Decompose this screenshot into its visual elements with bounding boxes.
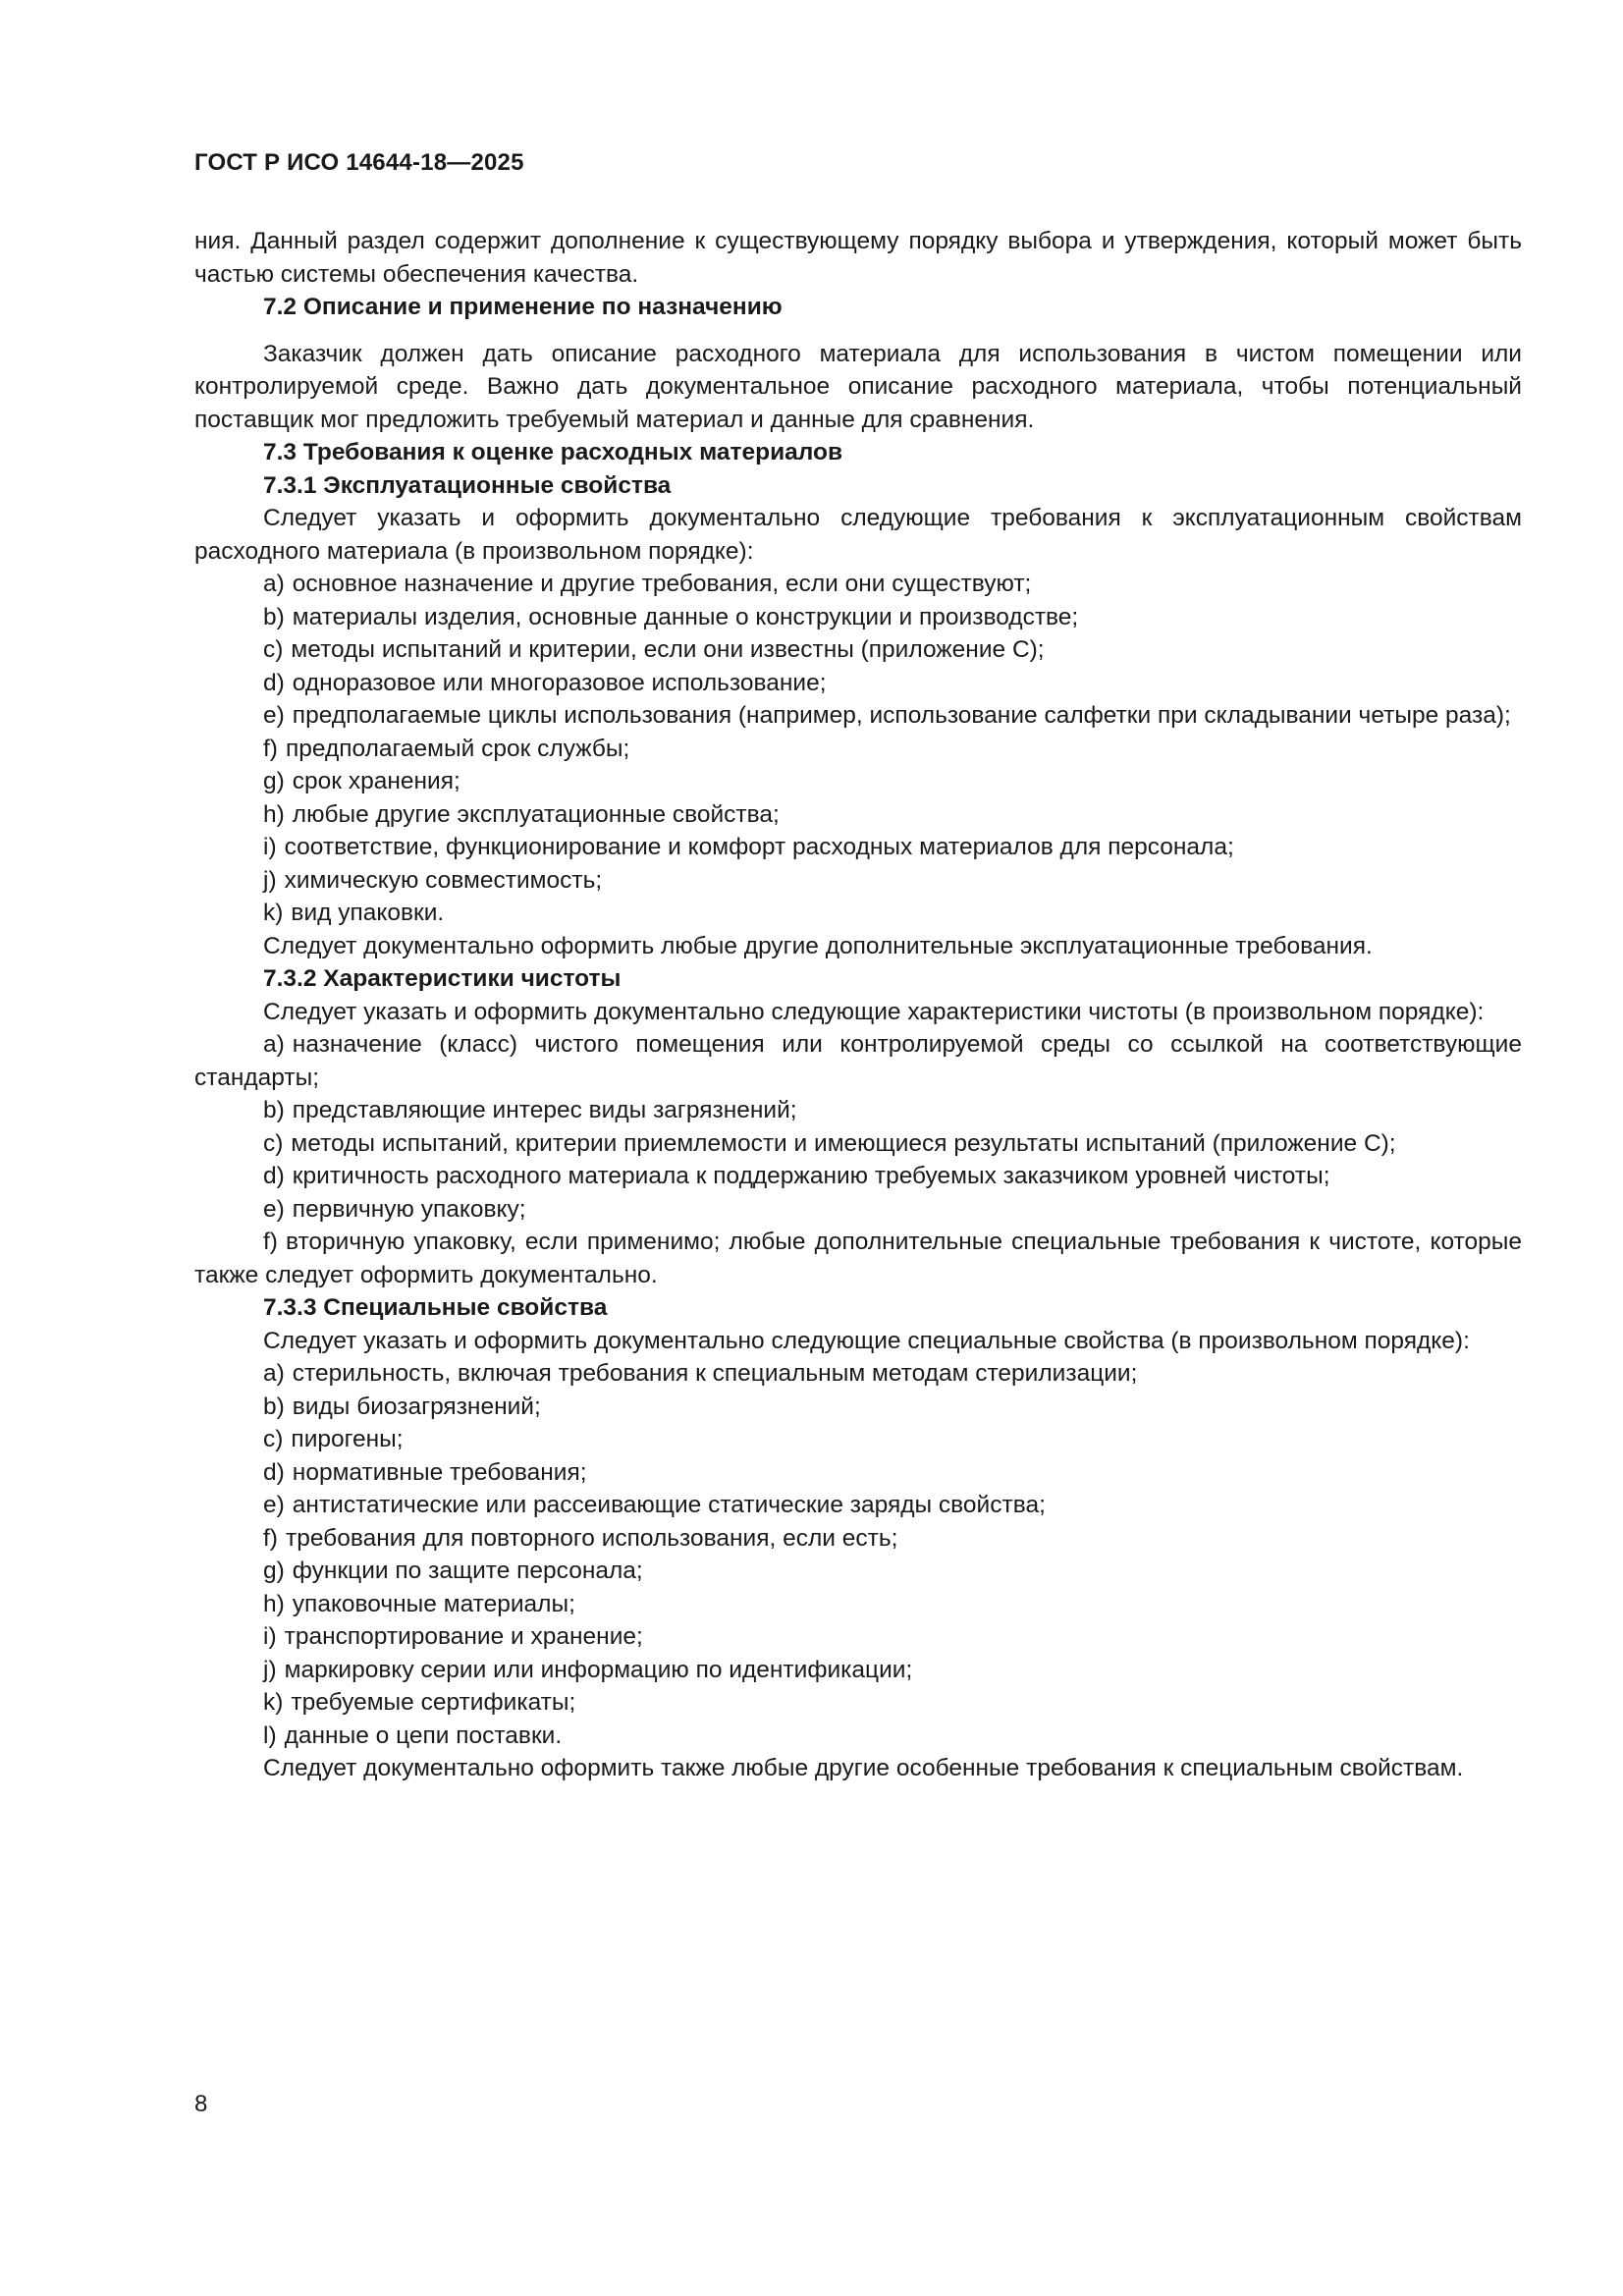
- section-7-3-3-closing: Следует документально оформить также любые другие особенные требования к специальным свойствам.: [263, 1755, 1464, 1781]
- list-item-text: представляющие интерес виды загрязнений;: [292, 1097, 797, 1123]
- section-7-3-2-list: [194, 1028, 1522, 1291]
- list-item-marker: d): [263, 669, 285, 696]
- list-item: [194, 798, 1522, 832]
- list-item-marker: a): [263, 1360, 285, 1387]
- section-7-3-1-title: 7.3.1 Эксплуатационные свойства: [263, 471, 672, 499]
- list-item-text: нормативные требования;: [292, 1458, 587, 1486]
- intro-paragraph: ния. Данный раздел содержит дополнение к существующему порядку выбора и утверждения, который может быть частью системы обеспечения качества.: [194, 228, 1522, 288]
- list-item-marker: i): [263, 1623, 277, 1650]
- list-item: [194, 1720, 1522, 1753]
- list-item-marker: l): [263, 1722, 277, 1749]
- list-item: [194, 568, 1522, 601]
- list-item-text: назначение (класс) чистого помещения или контролируемой среды со ссылкой на соответствующие стандарты;: [194, 1031, 1522, 1091]
- list-item-marker: g): [263, 1558, 285, 1584]
- list-item-text: маркировку серии или информацию по идентификации;: [284, 1656, 913, 1683]
- list-item: [194, 667, 1522, 700]
- list-item-marker: h): [263, 800, 285, 828]
- section-7-3-3-list: [194, 1357, 1522, 1752]
- list-item: [194, 1456, 1522, 1490]
- list-item-marker: j): [263, 1656, 277, 1683]
- list-item: [194, 765, 1522, 798]
- list-item-marker: a): [263, 1031, 285, 1058]
- section-7-2-text: Заказчик должен дать описание расходного материала для использования в чистом помещении или контролируемой среде. Важно дать документальное описание расходного материала, чтобы потенциальный поставщик мог предложить требуемый материал и данные для сравнения.: [194, 340, 1522, 433]
- list-item-text: срок хранения;: [292, 768, 460, 794]
- list-item-marker: e): [263, 1195, 285, 1223]
- list-item-text: материалы изделия, основные данные о конструкции и производстве;: [292, 603, 1079, 630]
- section-7-2-title: 7.2 Описание и применение по назначению: [263, 294, 783, 320]
- list-item: [194, 897, 1522, 930]
- list-item: [194, 699, 1522, 733]
- list-item-text: стерильность, включая требования к специальным методам стерилизации;: [292, 1360, 1138, 1387]
- list-item-text: транспортирование и хранение;: [284, 1623, 643, 1650]
- list-item-marker: f): [263, 1229, 278, 1255]
- list-item-marker: b): [263, 1097, 285, 1123]
- list-item: [194, 1028, 1522, 1094]
- list-item-marker: e): [263, 1492, 285, 1518]
- section-7-3-3-title: 7.3.3 Специальные свойства: [263, 1294, 608, 1321]
- page-content: [194, 225, 1522, 1785]
- list-item: [194, 864, 1522, 898]
- list-item: [194, 1357, 1522, 1391]
- list-item-marker: k): [263, 900, 284, 926]
- list-item-text: требования для повторного использования, если есть;: [285, 1524, 898, 1552]
- list-item-marker: f): [263, 735, 278, 762]
- list-item: [194, 1654, 1522, 1687]
- list-item-text: упаковочные материалы;: [292, 1590, 575, 1617]
- section-7-3-1-closing: Следует документально оформить любые другие дополнительные эксплуатационные требования.: [263, 932, 1373, 959]
- list-item-marker: b): [263, 603, 285, 630]
- section-7-3-2-lead: Следует указать и оформить документально следующие характеристики чистоты (в произвольном порядке):: [263, 998, 1485, 1025]
- list-item: [194, 1588, 1522, 1621]
- list-item: [194, 733, 1522, 766]
- list-item-marker: c): [263, 1129, 284, 1157]
- list-item: [194, 1127, 1522, 1161]
- page-number: 8: [194, 2091, 208, 2117]
- list-item-text: данные о цепи поставки.: [284, 1722, 563, 1749]
- list-item-text: функции по защите персонала;: [292, 1558, 643, 1584]
- list-item-marker: h): [263, 1590, 285, 1617]
- list-item-marker: d): [263, 1458, 285, 1486]
- section-7-3-1-list: [194, 568, 1522, 930]
- list-item-text: любые другие эксплуатационные свойства;: [292, 800, 780, 828]
- list-item-text: вид упаковки.: [291, 900, 445, 926]
- section-7-3-title: 7.3 Требования к оценке расходных материалов: [263, 439, 843, 465]
- list-item-text: основное назначение и другие требования, если они существуют;: [292, 571, 1032, 597]
- list-item: [194, 601, 1522, 634]
- list-item-marker: d): [263, 1163, 285, 1189]
- list-item: [194, 1160, 1522, 1193]
- list-item-text: требуемые сертификаты;: [291, 1689, 576, 1716]
- list-item: [194, 1522, 1522, 1556]
- list-item-text: методы испытаний, критерии приемлемости и имеющиеся результаты испытаний (приложение С);: [291, 1129, 1396, 1157]
- list-item-text: виды биозагрязнений;: [292, 1393, 541, 1420]
- list-item: [194, 1620, 1522, 1654]
- list-item-marker: f): [263, 1524, 278, 1552]
- list-item: [194, 831, 1522, 864]
- list-item-marker: c): [263, 636, 284, 663]
- list-item-text: критичность расходного материала к поддержанию требуемых заказчиком уровней чистоты;: [292, 1163, 1330, 1189]
- section-7-3-1-lead: Следует указать и оформить документально следующие требования к эксплуатационным свойствам расходного материала (в произвольном порядке):: [194, 505, 1522, 565]
- section-7-3-2-title: 7.3.2 Характеристики чистоты: [263, 965, 622, 992]
- list-item: [194, 1423, 1522, 1456]
- list-item-text: пирогены;: [291, 1426, 404, 1452]
- list-item-marker: a): [263, 571, 285, 597]
- section-7-3-3-lead: Следует указать и оформить документально следующие специальные свойства (в произвольном порядке):: [263, 1327, 1470, 1354]
- list-item-text: соответствие, функционирование и комфорт расходных материалов для персонала;: [284, 834, 1234, 860]
- list-item: [194, 1193, 1522, 1227]
- list-item-marker: b): [263, 1393, 285, 1420]
- list-item: [194, 1391, 1522, 1424]
- list-item: [194, 1489, 1522, 1522]
- list-item-text: антистатические или рассеивающие статические заряды свойства;: [292, 1492, 1046, 1518]
- list-item-text: химическую совместимость;: [284, 866, 603, 894]
- document-header: ГОСТ Р ИСО 14644-18—2025: [194, 149, 524, 176]
- list-item: [194, 1094, 1522, 1127]
- list-item-marker: k): [263, 1689, 284, 1716]
- list-item-text: предполагаемые циклы использования (например, использование салфетки при складывании четыре раза);: [292, 702, 1511, 729]
- list-item-text: первичную упаковку;: [292, 1195, 526, 1223]
- list-item: [194, 633, 1522, 667]
- list-item-text: методы испытаний и критерии, если они известны (приложение С);: [291, 636, 1045, 663]
- list-item-text: вторичную упаковку, если применимо; любые дополнительные специальные требования к чистоте, которые также следует оформить документально.: [194, 1229, 1522, 1288]
- list-item: [194, 1555, 1522, 1588]
- list-item-marker: j): [263, 866, 277, 894]
- list-item-text: одноразовое или многоразовое использование;: [292, 669, 827, 696]
- list-item-marker: i): [263, 834, 277, 860]
- list-item: [194, 1686, 1522, 1720]
- list-item-text: предполагаемый срок службы;: [285, 735, 630, 762]
- list-item-marker: e): [263, 702, 285, 729]
- list-item: [194, 1226, 1522, 1291]
- list-item-marker: c): [263, 1426, 284, 1452]
- list-item-marker: g): [263, 768, 285, 794]
